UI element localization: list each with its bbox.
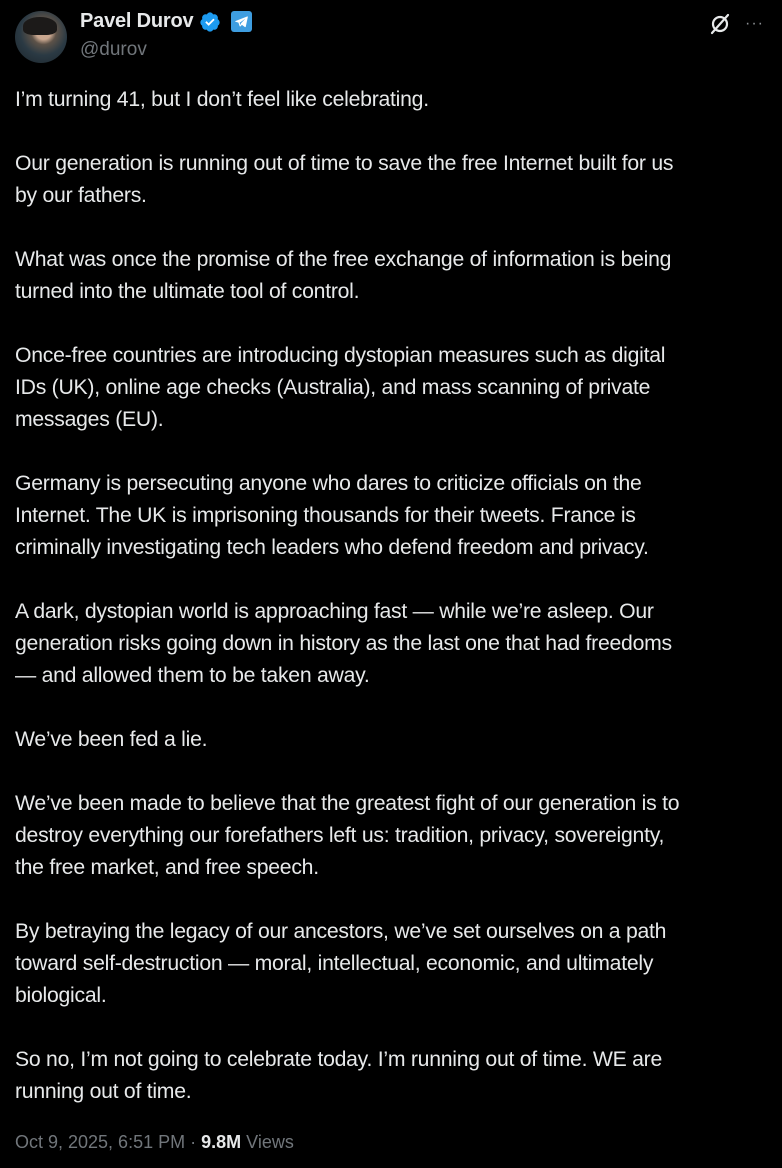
- text-line: generation risks going down in history as the last one that had freedoms: [15, 632, 672, 655]
- text-line: running out of time.: [15, 1080, 192, 1103]
- author-handle[interactable]: @durov: [80, 39, 147, 60]
- text-line: Our generation is running out of time to save the free Internet built for us: [15, 152, 674, 175]
- post-paragraph: [15, 468, 775, 564]
- text-line: destroy everything our forefathers left us: tradition, privacy, sovereignty,: [15, 824, 665, 847]
- post-timestamp[interactable]: Oct 9, 2025, 6:51 PM: [15, 1132, 186, 1152]
- post-body: [15, 84, 775, 1140]
- avatar[interactable]: [15, 11, 67, 63]
- text-line: Internet. The UK is imprisoning thousands for their tweets. France is: [15, 504, 636, 527]
- text-line: A dark, dystopian world is approaching fast — while we’re asleep. Our: [15, 600, 654, 623]
- text-line: We’ve been made to believe that the greatest fight of our generation is to: [15, 792, 680, 815]
- grok-icon[interactable]: [708, 12, 732, 36]
- text-line: Once-free countries are introducing dystopian measures such as digital: [15, 344, 666, 367]
- text-line: toward self-destruction — moral, intellectual, economic, and ultimately: [15, 952, 654, 975]
- text-line: criminally investigating tech leaders who defend freedom and privacy.: [15, 536, 649, 559]
- post-paragraph: [15, 916, 775, 1012]
- telegram-icon[interactable]: [231, 11, 252, 32]
- post-paragraph: [15, 340, 775, 436]
- text-line: the free market, and free speech.: [15, 856, 319, 879]
- text-line: Germany is persecuting anyone who dares to criticize officials on the: [15, 472, 642, 495]
- post-paragraph: [15, 724, 775, 756]
- text-line: IDs (UK), online age checks (Australia), and mass scanning of private: [15, 376, 651, 399]
- author-name[interactable]: Pavel Durov: [80, 10, 194, 32]
- verified-badge-icon[interactable]: [199, 11, 221, 33]
- text-line: messages (EU).: [15, 408, 164, 431]
- post-paragraph: [15, 596, 775, 692]
- text-line: By betraying the legacy of our ancestors, we’ve set ourselves on a path: [15, 920, 667, 943]
- text-line: I’m turning 41, but I don’t feel like celebrating.: [15, 88, 429, 111]
- post-paragraph: [15, 84, 775, 116]
- text-line: What was once the promise of the free exchange of information is being: [15, 248, 672, 271]
- post-meta: [15, 1132, 294, 1153]
- post-paragraph: [15, 1044, 775, 1108]
- more-icon[interactable]: ···: [745, 15, 764, 32]
- meta-separator: ·: [185, 1132, 202, 1152]
- views-count: 9.8M: [201, 1132, 242, 1152]
- views-label: Views: [241, 1132, 294, 1152]
- post-paragraph: [15, 244, 775, 308]
- post-paragraph: [15, 788, 775, 884]
- text-line: turned into the ultimate tool of control.: [15, 280, 360, 303]
- author-name-row: [80, 10, 252, 33]
- text-line: — and allowed them to be taken away.: [15, 664, 370, 687]
- text-line: biological.: [15, 984, 107, 1007]
- text-line: So no, I’m not going to celebrate today. I’m running out of time. WE are: [15, 1048, 663, 1071]
- text-line: We’ve been fed a lie.: [15, 728, 208, 751]
- post-paragraph: [15, 148, 775, 212]
- post-header: [0, 0, 782, 80]
- text-line: by our fathers.: [15, 184, 147, 207]
